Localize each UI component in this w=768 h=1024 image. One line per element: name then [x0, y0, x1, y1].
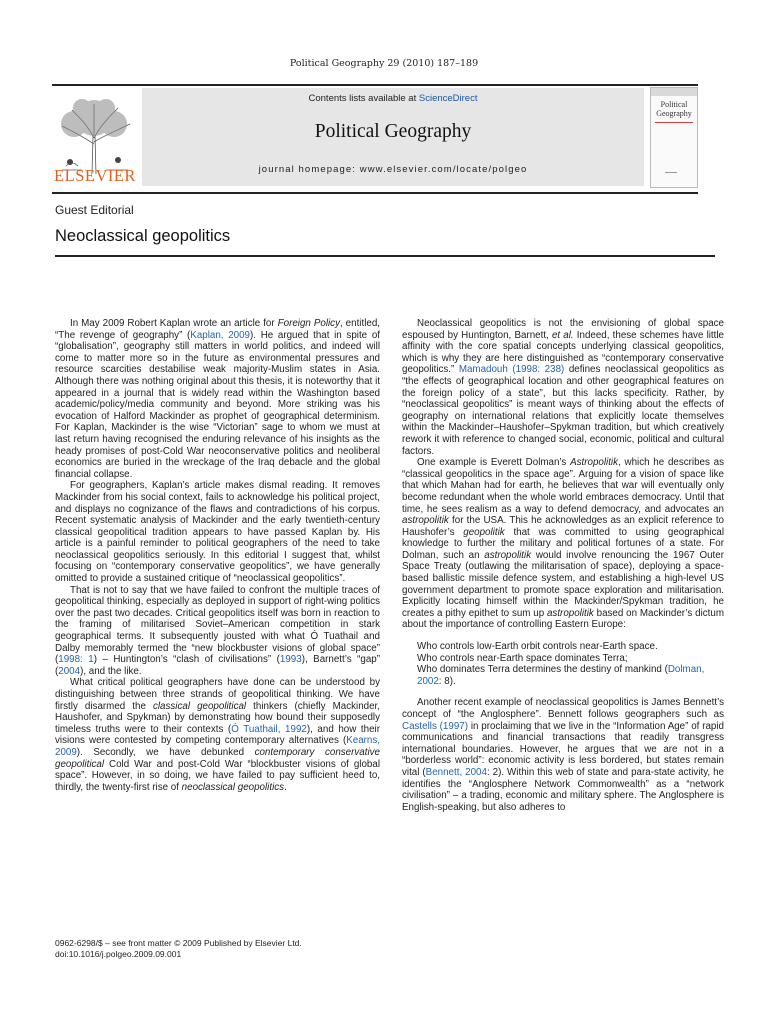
citation-link[interactable]: 1998: 1	[58, 654, 94, 666]
left-column	[55, 318, 380, 793]
paragraph: Another recent example of neoclassical geopolitics is James Bennett’s concept of “the Anglosphere”. Bennett follows geographers such as Castells (1997) in proclaiming that we live in the “Information Age” of rapid communications and financial transactions that readily transgress international boundaries. However, he argues that we are not in a “borderless world”: economic activity is less bordered, but states remain vital (Bennett, 2004: 2). Within this web of state and para-state activity, he identifies the “Anglosphere Network Commonwealth” as a “network civilisation” – a trading, economic and military sphere. The Anglosphere is English-speaking, but also adheres to	[402, 697, 724, 813]
title-divider	[55, 255, 715, 257]
journal-cover-thumbnail	[650, 87, 698, 188]
right-column	[402, 318, 724, 813]
paragraph: One example is Everett Dolman’s Astropolitik, which he describes as “classical geopolitics in the space age”. Arguing for a vision of space like that which Mahan had for earth, he believes that war will eventually only become redundant when the whole world embraces democracy. Until that time, he sees realism as a way to defend democracy, and advocates an astropolitik for the USA. This he acknowledges as an explicit reference to Haushofer’s geopolitik that was committed to using geographical knowledge to further the military and political fortunes of a state. For Dolman, such an astropolitik would involve renouncing the 1967 Outer Space Treaty (outlawing the militarisation of space), deploying a space-based ballistic missile defence system, and establishing a high-level US government department to promote space exploration and militarisation. Explicitly locating himself within the Mackinder/Spykman tradition, he creates a pithy epithet to sum up astropolitik based on Mackinder’s dictum about the importance of controlling Eastern Europe:	[402, 457, 724, 631]
citation-link[interactable]: 1993	[279, 654, 302, 666]
journal-homepage-link[interactable]: journal homepage: www.elsevier.com/locate/polgeo	[258, 164, 528, 175]
cover-header-bar	[651, 88, 697, 96]
cover-publisher-mark	[665, 172, 677, 173]
article-title: Neoclassical geopolitics	[55, 227, 231, 245]
paragraph: In May 2009 Robert Kaplan wrote an article for Foreign Policy, entitled, “The revenge of geography” (Kaplan, 2009). He argued that in spite of “globalisation”, geography still matters in world politics, and indeed will come to matter more so in the future as environmental pressures and resource scarcities destabilise weak majority-Muslim states in Asia. Although there was nothing original about this thesis, it is noteworthy that it appeared in a journal that is widely read within the Washington based academic/policy/media community and beyond. More striking was his evocation of Halford Mackinder as prophet of geographical determinism. For Kaplan, Mackinder is the wise “Victorian” sage to whom we must at last return having recognised the enduring relevance of his insights as the heady promises of post-Cold War neoconservative politics and neoliberal economics are buried in the wreckage of the Iraq debacle and the global financial collapse.	[55, 318, 380, 480]
citation-link[interactable]: Kearns, 2009	[55, 735, 380, 758]
doi-line: doi:10.1016/j.polgeo.2009.09.001	[55, 949, 182, 959]
running-head: Political Geography 29 (2010) 187–189	[289, 58, 479, 69]
paragraph: Neoclassical geopolitics is not the envisioning of global space espoused by Huntington, Barnett, et al. Indeed, these schemes have little affinity with the core spatial concepts underlying classical geopolitics, which is why they are here distinguished as “contemporary conservative geopolitics.” Mamadouh (1998: 238) defines neoclassical geopolitics as “the effects of geographical location and other geographical features on the foreign policy of a state”, but this lacks specificity. Rather, by “neoclassical geopolitics” is meant ways of thinking about the effects of geography on international relations that explicitly locate themselves within the Mackinder–Haushofer–Spykman tradition, but which creatively rework it with reference to changed social, economic, political and cultural factors.	[402, 318, 725, 457]
journal-title: Political Geography	[314, 121, 472, 142]
sciencedirect-link[interactable]: ScienceDirect	[418, 93, 478, 104]
citation-link[interactable]: Castells (1997)	[402, 720, 468, 732]
citation-link[interactable]: Kaplan, 2009	[190, 329, 251, 341]
copyright-line: 0962-6298/$ – see front matter © 2009 Published by Elsevier Ltd.	[55, 938, 302, 948]
cover-rule	[655, 122, 693, 123]
paragraph: For geographers, Kaplan’s article makes dismal reading. It removes Mackinder from his social context, fails to acknowledge his political project, and displays no cognizance of the flaws and contradictions of his corpus. Recent systematic analysis of Mackinder and the early twentieth-century classical geopolitical tradition appears to have passed Kaplan by. His article is a painful reminder to political geographers of the need to take neoclassical geopolitics seriously. In this editorial I suggest that, whilst focusing on “contemporary conservative geopolitics”, we have generally omitted to provide a sustained critique of “neoclassical geopolitics”.	[55, 480, 380, 585]
block-quote: Who controls low-Earth orbit controls near-Earth space. Who controls near-Earth space dominates Terra; Who dominates Terra determines the destiny of mankind (Dolman, 2002: 8).	[417, 641, 705, 687]
paragraph: That is not to say that we have failed to confront the multiple traces of geopolitical thinking, especially as deployed in support of right-wing politics over the past two decades. Critical geopolitics itself was born in reaction to the framing of militarised Soviet–American competition in stark geographical terms. It subsequently jousted with what Ó Tuathail and Dalby memorably termed the “new blockbuster visions of global space” (1998: 1) – Huntington’s “clash of civilisations” (1993), Barnett’s “gap” (2004), and the like.	[55, 584, 380, 677]
citation-link[interactable]: 2004	[58, 665, 81, 677]
citation-link[interactable]: Ó Tuathail, 1992	[231, 723, 307, 735]
citation-link[interactable]: Bennett, 2004	[425, 766, 487, 778]
journal-banner	[142, 88, 644, 186]
citation-link[interactable]: Dolman, 2002	[417, 664, 705, 687]
article-footer	[55, 938, 302, 960]
contents-availability: Contents lists available at ScienceDirect	[308, 93, 478, 104]
elsevier-wordmark: ELSEVIER	[54, 166, 136, 185]
paragraph: What critical political geographers have done can be understood by distinguishing between three strands of geopolitical thinking. We have firstly disarmed the classical geopolitical thinkers (chiefly Mackinder, Haushofer, and Spykman) by demonstrating how bound their supposedly timeless truths were to their contexts (Ó Tuathail, 1992), and how their visions were contested by competing contemporary alternatives (Kearns, 2009). Secondly, we have debunked contemporary conservative geopolitical Cold War and post-Cold War “blockbuster visions of global space”. However, in so doing, we have failed to pay sufficient heed to, thirdly, the twenty-first rise of neoclassical geopolitics.	[55, 677, 381, 793]
section-label: Guest Editorial	[55, 203, 134, 217]
citation-link[interactable]: Mamadouh (1998: 238)	[458, 364, 565, 376]
cover-title: Political Geography	[656, 100, 692, 118]
